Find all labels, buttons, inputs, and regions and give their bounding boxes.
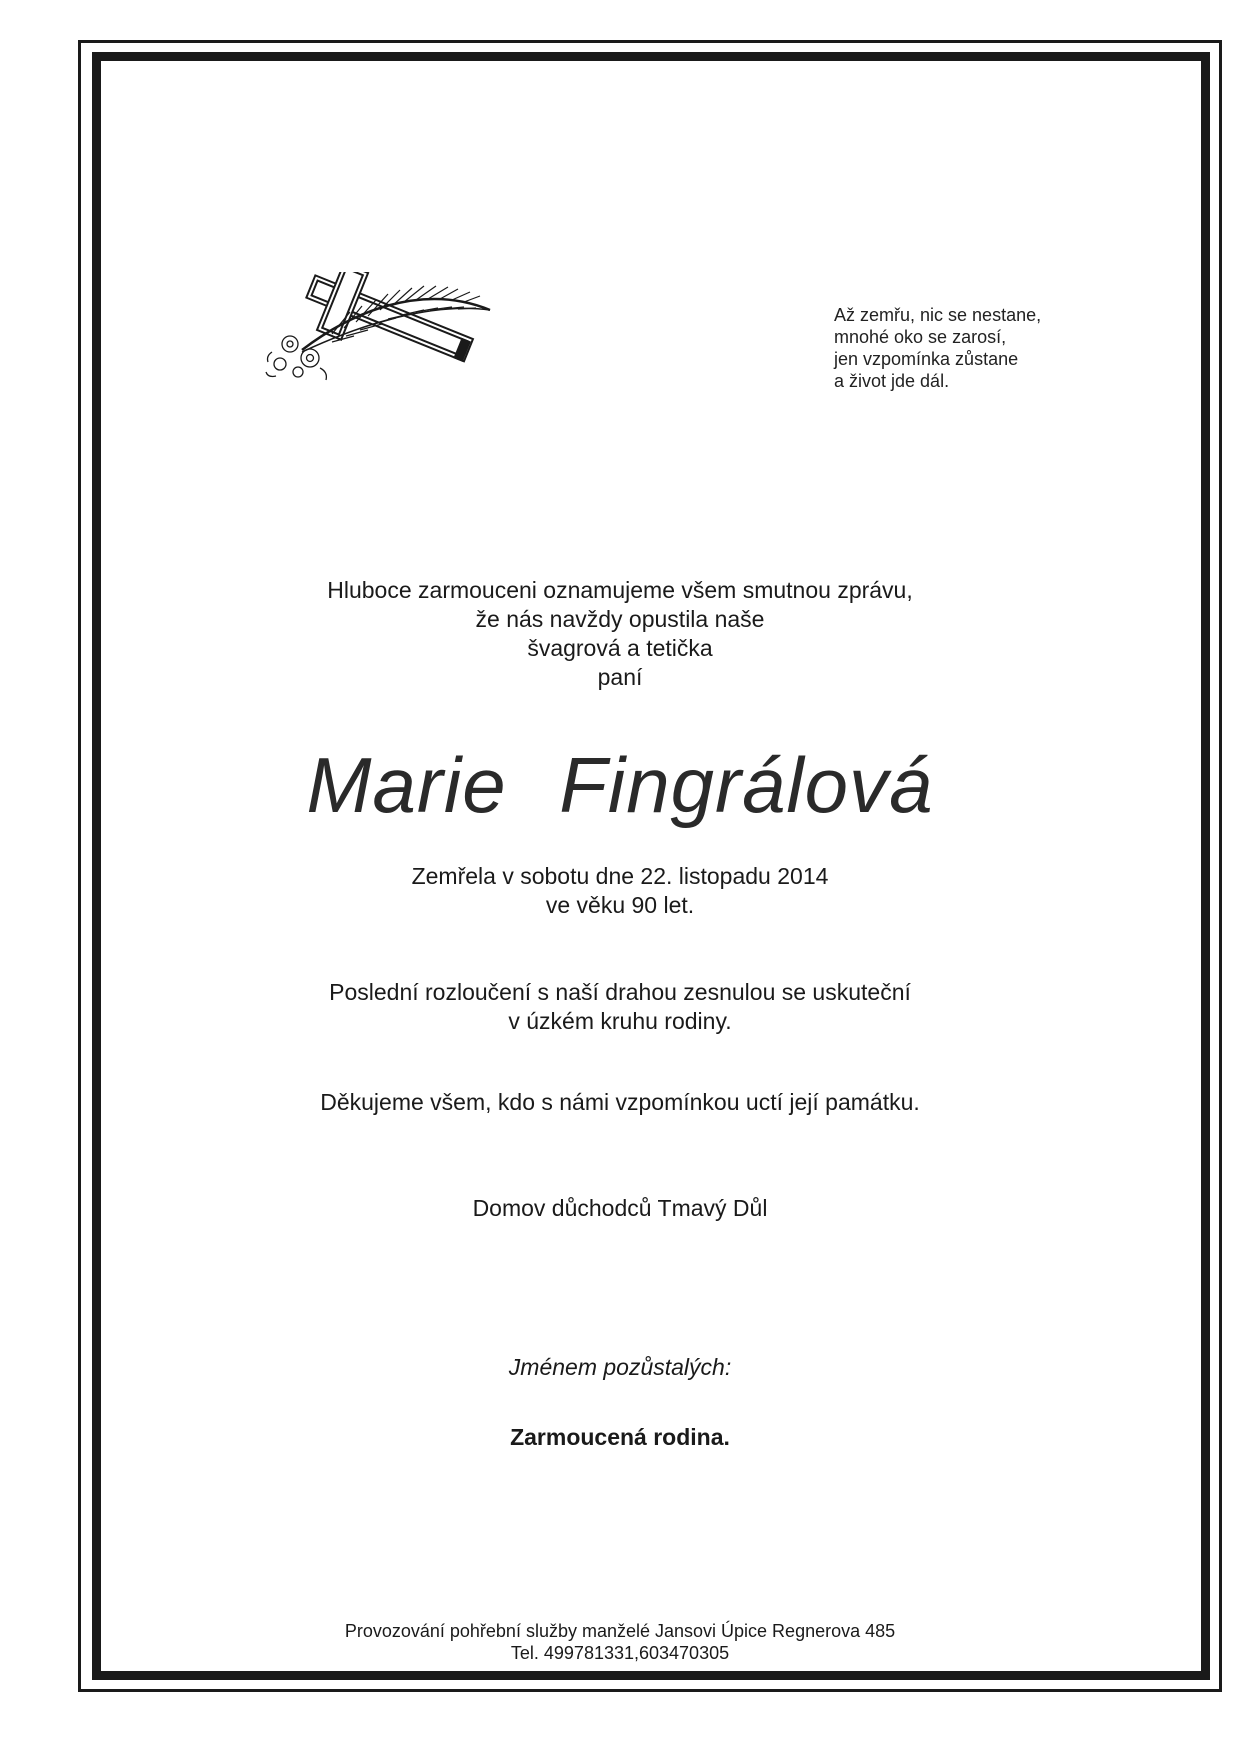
- funeral-line: v úzkém kruhu rodiny.: [508, 1008, 732, 1034]
- intro-line: švagrová a tetička: [527, 635, 713, 661]
- footer: [0, 1620, 1240, 1664]
- cross-with-palm-leaf-icon: [262, 272, 542, 392]
- death-age-line: ve věku 90 let.: [545, 892, 695, 918]
- deceased-name: Marie Fingrálová: [306, 741, 934, 829]
- death-details: [0, 862, 1240, 920]
- poem-line: a život jde dál.: [834, 371, 950, 391]
- memorial-poem: [834, 304, 1041, 392]
- footer-company: Provozování pohřební služby manželé Jansovi Úpice Regnerova 485: [344, 1621, 896, 1641]
- poem-line: mnohé oko se zarosí,: [834, 327, 1007, 347]
- death-date-line: Zemřela v sobotu dne 22. listopadu 2014: [411, 863, 829, 889]
- issuer-line: Domov důchodců Tmavý Důl: [472, 1195, 768, 1221]
- on-behalf-label: Jménem pozůstalých:: [508, 1354, 732, 1380]
- announcement-intro: [0, 576, 1240, 692]
- thanks-line: Děkujeme všem, kdo s námi vzpomínkou uctí její památku.: [320, 1089, 920, 1115]
- intro-line: paní: [597, 664, 643, 690]
- intro-line: že nás navždy opustila naše: [475, 606, 765, 632]
- intro-line: Hluboce zarmouceni oznamujeme všem smutnou zprávu,: [327, 577, 913, 603]
- family-signature: Zarmoucená rodina.: [510, 1424, 730, 1450]
- footer-phone: Tel. 499781331,603470305: [510, 1643, 730, 1663]
- funeral-info: [0, 978, 1240, 1036]
- poem-line: jen vzpomínka zůstane: [834, 349, 1019, 369]
- poem-line: Až zemřu, nic se nestane,: [834, 305, 1042, 325]
- funeral-line: Poslední rozloučení s naší drahou zesnulou se uskuteční: [329, 979, 911, 1005]
